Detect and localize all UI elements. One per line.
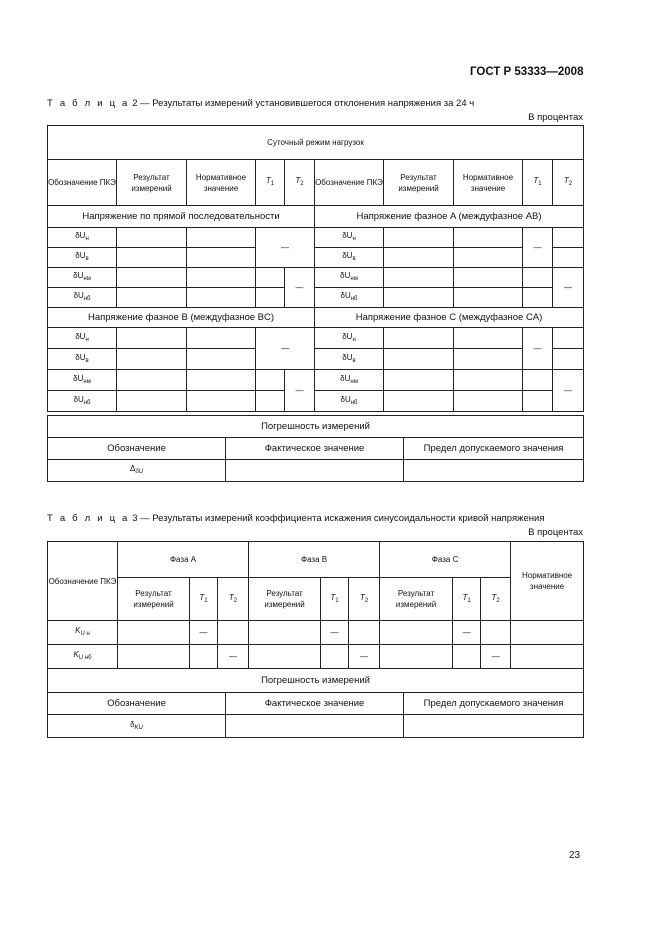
t2-symbol-du-v: $\delta U_в$ [48, 349, 117, 370]
t3-col-normative: Нормативное значение [511, 542, 584, 621]
t3-phase-c: Фаза С [380, 542, 511, 578]
t2-symbol-du-n: $\delta U_н$ [315, 328, 384, 349]
t2-symbol-du-nm: $\delta U_{нм}$ [315, 370, 384, 391]
t2-col-t1-1: $T_1$ [256, 160, 285, 206]
t2-symbol-du-nb: $\delta U_{нб}$ [48, 391, 117, 412]
t3-dash: — [190, 621, 218, 645]
t2-col-t2-1: $T_2$ [285, 160, 315, 206]
table2-accuracy [47, 415, 584, 482]
t2-symbol-du-v: $\delta U_в$ [315, 349, 384, 370]
t3-dash: — [218, 645, 249, 669]
t3-acc-symbol: $\delta_{KU}$ [48, 715, 226, 738]
t3-col-result-c: Результат измерений [380, 578, 453, 621]
standard-number: ГОСТ Р 53333—2008 [470, 66, 584, 78]
t2-col-designation-1: Обозначение ПКЭ [48, 160, 117, 206]
t2-section-phase-a: Напряжение фазное A (междуфазное AB) [315, 206, 584, 228]
t3-dash: — [349, 645, 380, 669]
t3-col-result-b: Результат измерений [249, 578, 321, 621]
table3-accuracy [47, 668, 584, 738]
t2-dash: — [553, 370, 584, 412]
t3-dash: — [321, 621, 349, 645]
t2-symbol-du-nb: $\delta U_{нб}$ [315, 288, 384, 308]
t3-phase-a: Фаза А [118, 542, 249, 578]
t2-acc-actual: Фактическое значение [226, 438, 404, 460]
t3-col-t1-c: $T_1$ [453, 578, 481, 621]
t3-col-t1-a: $T_1$ [190, 578, 218, 621]
t2-col-designation-2: Обозначение ПКЭ [315, 160, 384, 206]
t2-col-result-1: Результат измерений [117, 160, 187, 206]
t2-symbol-du-n: $\delta U_н$ [315, 228, 384, 248]
t2-col-normative-2: Нормативное значение [454, 160, 523, 206]
table2-caption [47, 98, 474, 109]
t2-symbol-du-n: $\delta U_н$ [48, 228, 117, 248]
t2-symbol-du-nm: $\delta U_{нм}$ [315, 268, 384, 288]
t2-symbol-du-v: $\delta U_в$ [315, 248, 384, 268]
t2-accuracy-title: Погрешность измерений [48, 416, 584, 438]
t2-section-phase-b: Напряжение фазное B (междуфазное BC) [48, 308, 315, 328]
t3-row-ku-nb: $K_{U нб}$ [48, 645, 118, 669]
t2-dash: — [285, 268, 315, 308]
t3-row-ku-n: $K_{U н}$ [48, 621, 118, 645]
t2-dash: — [523, 228, 553, 268]
t2-col-result-2: Результат измерений [384, 160, 454, 206]
t2-dash: — [256, 228, 315, 268]
t3-col-t2-b: $T_2$ [349, 578, 380, 621]
t2-acc-limit: Предел допускаемого значения [404, 438, 584, 460]
table2-unit: В процентах [528, 112, 583, 123]
t2-symbol-du-v: $\delta U_в$ [48, 248, 117, 268]
page-number: 23 [569, 850, 581, 861]
t2-dash: — [523, 328, 553, 370]
t3-acc-designation: Обозначение [48, 693, 226, 715]
table2-caption-word: Т а б л и ц а [47, 98, 130, 109]
t2-dash: — [256, 328, 315, 370]
t2-symbol-du-nm: $\delta U_{нм}$ [48, 268, 117, 288]
t2-col-t2-2: $T_2$ [553, 160, 584, 206]
t2-col-t1-2: $T_1$ [523, 160, 553, 206]
t3-dash: — [453, 621, 481, 645]
t3-col-result-a: Результат измерений [118, 578, 190, 621]
table3-caption-word: Т а б л и ц а [47, 513, 130, 524]
t3-col-t2-c: $T_2$ [481, 578, 511, 621]
t2-symbol-du-nb: $\delta U_{нб}$ [48, 288, 117, 308]
t3-col-t1-b: $T_1$ [321, 578, 349, 621]
t2-acc-designation: Обозначение [48, 438, 226, 460]
t2-symbol-du-nm: $\delta U_{нм}$ [48, 370, 117, 391]
t3-col-t2-a: $T_2$ [218, 578, 249, 621]
t2-col-normative-1: Нормативное значение [187, 160, 256, 206]
t3-accuracy-title: Погрешность измерений [48, 669, 584, 693]
table2-caption-text: 2 — Результаты измерений установившегося отклонения напряжения за 24 ч [132, 98, 475, 109]
t3-dash: — [481, 645, 511, 669]
t3-col-designation: Обозначение ПКЭ [48, 542, 118, 621]
t2-dash: — [553, 268, 584, 308]
table2 [47, 125, 584, 412]
t2-symbol-du-n: $\delta U_н$ [48, 328, 117, 349]
t3-acc-actual: Фактическое значение [226, 693, 404, 715]
table3-caption [47, 513, 544, 524]
table3 [47, 541, 584, 669]
t3-phase-b: Фаза В [249, 542, 380, 578]
t2-symbol-du-nb: $\delta U_{нб}$ [315, 391, 384, 412]
t2-acc-symbol: $\Delta_{\delta U}$ [48, 460, 226, 482]
t2-section-direct: Напряжение по прямой последовательности [48, 206, 315, 228]
t2-dash: — [285, 370, 315, 412]
t3-acc-limit: Предел допускаемого значения [404, 693, 584, 715]
table3-caption-text: 3 — Результаты измерений коэффициента искажения синусоидальности кривой напряжения [132, 513, 545, 524]
table3-unit: В процентах [528, 527, 583, 538]
t2-mode-header: Суточный режим нагрузок [48, 126, 584, 160]
t2-section-phase-c: Напряжение фазное C (междуфазное CA) [315, 308, 584, 328]
